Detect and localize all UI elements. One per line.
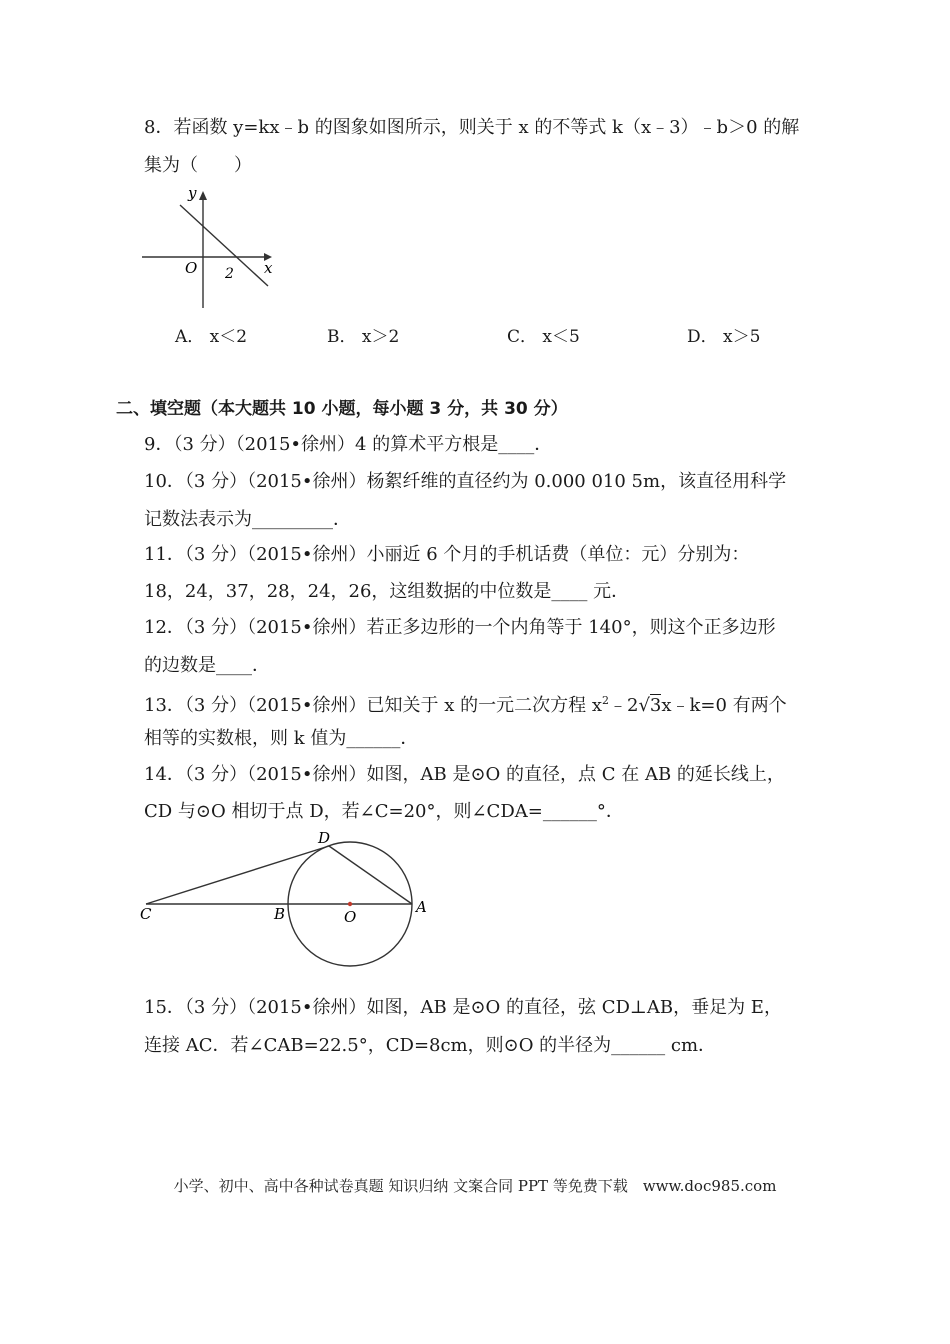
q8-text-line2: 集为（ ）: [144, 155, 252, 176]
q13-radicand: 3: [649, 695, 662, 716]
q10-text-line1: 10．（3 分）（2015•徐州）杨絮纤维的直径约为 0.000 010 5m，该直径用科学: [144, 471, 787, 492]
x-intercept-label: 2: [225, 266, 234, 282]
q13-text-line1: [144, 689, 787, 718]
q14-text-line1: 14．（3 分）（2015•徐州）如图，AB 是⊙O 的直径，点 C 在 AB 的延长线上，: [144, 764, 785, 785]
label-o: O: [344, 908, 357, 926]
label-d: D: [318, 830, 331, 847]
x-axis-label: x: [264, 259, 273, 277]
page-footer: 小学、初中、高中各种试卷真题 知识归纳 文案合同 PPT 等免费下载 www.doc985.com: [173, 1177, 777, 1195]
q15-text-line2: 连接 AC．若∠CAB=22.5°，CD=8cm，则⊙O 的半径为______ cm．: [144, 1035, 717, 1056]
origin-label: O: [185, 259, 198, 277]
q13-exponent: 2: [601, 694, 609, 707]
q12-text-line2: 的边数是____．: [144, 655, 270, 676]
q14-text-line2: CD 与⊙O 相切于点 D，若∠C=20°，则∠CDA=______°．: [144, 801, 624, 822]
y-axis-arrow-icon: [199, 191, 207, 200]
q9-text: 9．（3 分）（2015•徐州）4 的算术平方根是____．: [144, 434, 553, 455]
q8-option-c: C． x＜5: [507, 327, 580, 347]
q8-option-b: B． x＞2: [327, 327, 400, 347]
q13-text-line2: 相等的实数根，则 k 值为______．: [144, 728, 419, 749]
sqrt-icon: √: [638, 695, 650, 716]
label-a: A: [416, 898, 427, 916]
q8-linear-graph: [140, 182, 285, 312]
label-b: B: [274, 905, 286, 923]
q8-option-a: A． x＜2: [175, 327, 248, 347]
q12-text-line1: 12．（3 分）（2015•徐州）若正多边形的一个内角等于 140°，则这个正多边形: [144, 617, 776, 638]
q13-text-part1: 13．（3 分）（2015•徐州）已知关于 x 的一元二次方程 x: [144, 695, 602, 716]
label-c: C: [140, 905, 152, 923]
q11-text-line2: 18，24，37，28，24，26，这组数据的中位数是____ 元．: [144, 581, 630, 602]
q15-text-line1: 15．（3 分）（2015•徐州）如图，AB 是⊙O 的直径，弦 CD⊥AB，垂足为 E，: [144, 997, 782, 1018]
tangent-cd: [146, 846, 329, 904]
q8-text-line1: 8．若函数 y=kx﹣b 的图象如图所示，则关于 x 的不等式 k（x﹣3）﹣b＞0 的解: [144, 117, 800, 138]
y-axis-label: y: [188, 184, 197, 202]
chord-da: [329, 846, 412, 904]
q8-option-d: D． x＞5: [687, 327, 761, 347]
section-heading: 二、填空题（本大题共 10 小题，每小题 3 分，共 30 分）: [116, 399, 568, 419]
q13-text-part3: x﹣k=0 有两个: [661, 695, 787, 716]
center-point: [348, 902, 352, 906]
q14-circle-figure: [138, 830, 438, 975]
q13-text-part2: ﹣2: [608, 695, 639, 716]
q10-text-line2: 记数法表示为_________．: [144, 509, 351, 530]
q11-text-line1: 11．（3 分）（2015•徐州）小丽近 6 个月的手机话费（单位：元）分别为：: [144, 544, 750, 565]
